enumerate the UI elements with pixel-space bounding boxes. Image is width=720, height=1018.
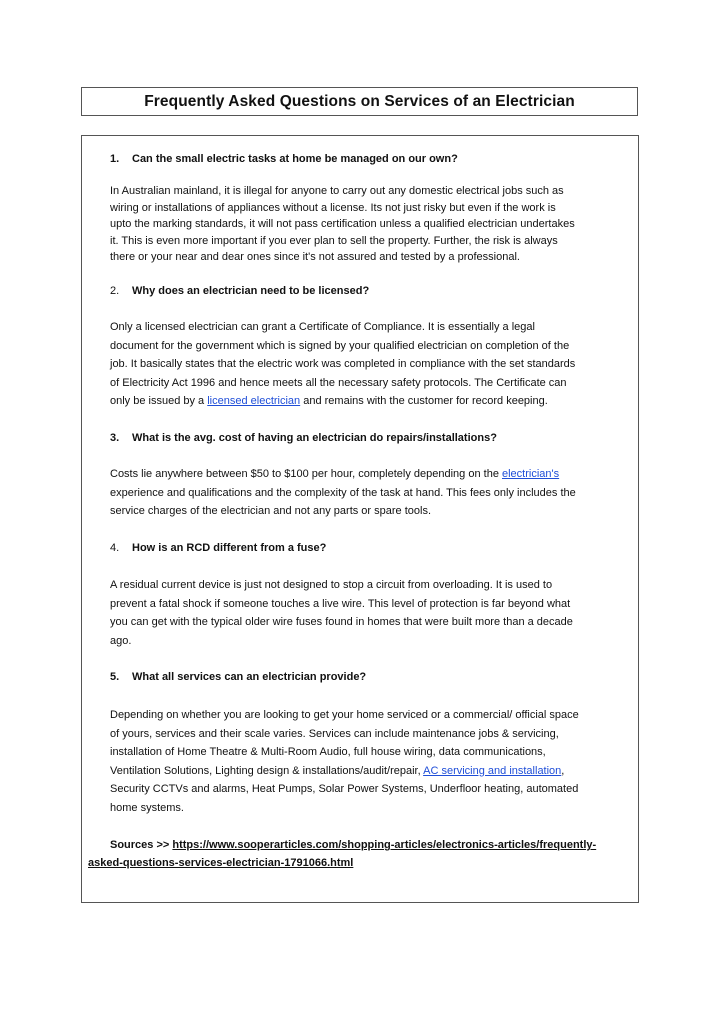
faq-question-1 (110, 153, 458, 165)
electricians-link[interactable]: electrician's (502, 468, 560, 480)
answer-line: job. It basically states that the electric work was completed in compliance with the set standards (110, 358, 576, 370)
answer-line: home systems. (110, 801, 184, 814)
sources-line (88, 854, 596, 872)
answer-line: document for the government which is signed by your qualified electrician on completion of the (110, 339, 570, 352)
sources (88, 836, 596, 872)
answer-text: only be issued by a (110, 395, 208, 407)
answer-text: Costs lie anywhere between $50 to $100 per hour, completely depending on the (110, 468, 502, 480)
answer-line: Security CCTVs and alarms, Heat Pumps, Solar Power Systems, Underfloor heating, automated (110, 783, 579, 795)
sources-label: Sources >> (110, 839, 173, 851)
faq-number: 2. (110, 285, 120, 297)
answer-line: ago. (110, 634, 132, 647)
faq-content-box (81, 135, 639, 903)
answer-text: and remains with the customer for record keeping. (300, 395, 548, 407)
answer-line (110, 392, 635, 411)
faq-number: 5. (110, 671, 120, 683)
faq-answer-2 (110, 318, 635, 411)
faq-answer-1 (110, 183, 635, 266)
ac-servicing-link[interactable]: AC servicing and installation (423, 764, 562, 777)
answer-line: of Electricity Act 1996 and hence meets all the necessary safety protocols. The Certificate can (110, 376, 567, 389)
faq-question-text: Why does an electrician need to be licensed? (132, 285, 370, 297)
answer-line: In Australian mainland, it is illegal for anyone to carry out any domestic electrical jobs such as (110, 185, 564, 197)
answer-line: installation of Home Theatre & Multi-Room Audio, full house wiring, data communications, (110, 746, 546, 758)
answer-line: Only a licensed electrician can grant a Certificate of Compliance. It is essentially a legal (110, 321, 535, 333)
faq-question-text: Can the small electric tasks at home be managed on our own? (132, 153, 458, 165)
answer-line: service charges of the electrician and not any parts or spare tools. (110, 505, 432, 517)
faq-question-4 (110, 542, 326, 554)
sources-url-link-continued[interactable]: asked-questions-services-electrician-1791066.html (88, 857, 354, 869)
answer-line: of yours, services and their scale varies. Services can include maintenance jobs & servicing, (110, 727, 559, 740)
faq-question-text: What all services can an electrician provide? (132, 671, 367, 683)
page-title: Frequently Asked Questions on Services of an Electrician (144, 92, 575, 110)
answer-line: there or your near and dear ones since it's not assured and tested by a professional. (110, 251, 520, 263)
faq-question-3 (110, 432, 497, 444)
sources-line (88, 836, 596, 854)
faq-question-5 (110, 671, 366, 683)
answer-line: prevent a fatal shock if someone touches a live wire. This level of protection is far beyond what (110, 597, 571, 610)
answer-line: experience and qualifications and the complexity of the task at hand. This fees only includes the (110, 486, 576, 499)
answer-line (110, 465, 635, 484)
faq-question-text: How is an RCD different from a fuse? (132, 542, 327, 554)
sources-url-link[interactable]: https://www.sooperarticles.com/shopping-articles/electronics-articles/frequently- (172, 839, 597, 851)
answer-line: it. This is even more important if you ever plan to sell the property. Further, the risk is always (110, 234, 558, 247)
faq-number: 1. (110, 153, 120, 165)
answer-line: you can get with the typical older wire fuses found in homes that were built more than a decade (110, 616, 573, 628)
faq-number: 4. (110, 542, 120, 554)
faq-question-text: What is the avg. cost of having an electrician do repairs/installations? (132, 432, 497, 444)
title-box (81, 87, 638, 116)
faq-number: 3. (110, 432, 120, 444)
answer-line (110, 762, 635, 781)
answer-text: , (561, 764, 565, 777)
licensed-electrician-link[interactable]: licensed electrician (207, 395, 301, 407)
answer-line: upto the marking standards, it will not pass certification unless a qualified electrician undertakes (110, 218, 575, 230)
faq-answer-4 (110, 576, 635, 650)
faq-question-2 (110, 285, 369, 297)
answer-text: Ventilation Solutions, Lighting design & installations/audit/repair, (110, 764, 424, 777)
faq-answer-3 (110, 465, 635, 521)
faq-answer-5 (110, 706, 635, 817)
answer-line: A residual current device is just not designed to stop a circuit from overloading. It is used to (110, 579, 553, 591)
answer-line: Depending on whether you are looking to get your home serviced or a commercial/ official space (110, 709, 579, 721)
answer-line: wiring or installations of appliances without a license. Its not just risky but even if the work is (110, 201, 556, 214)
